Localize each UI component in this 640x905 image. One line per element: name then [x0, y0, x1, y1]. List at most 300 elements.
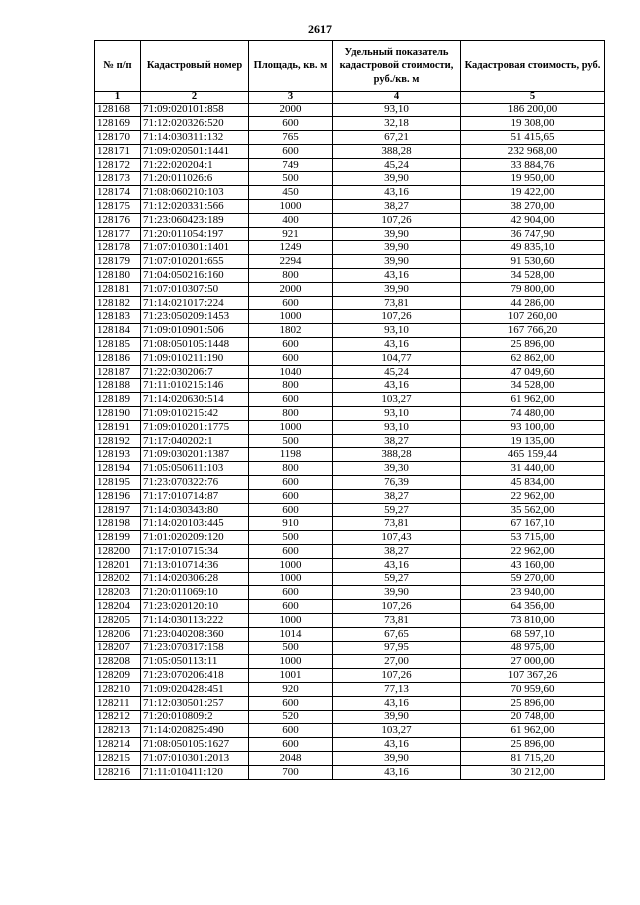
unit-value-cell: 39,90 [333, 172, 461, 186]
row-number-cell: 128195 [95, 476, 141, 490]
row-number-cell: 128206 [95, 627, 141, 641]
row-number-cell: 128177 [95, 227, 141, 241]
unit-value-cell: 73,81 [333, 517, 461, 531]
header-row-number: № п/п [95, 41, 141, 92]
cadastral-number-cell: 71:23:060423:189 [141, 213, 249, 227]
cadastral-value-cell: 93 100,00 [461, 420, 605, 434]
area-cell: 1802 [249, 324, 333, 338]
row-number-cell: 128190 [95, 407, 141, 421]
cadastral-number-cell: 71:07:010201:655 [141, 255, 249, 269]
row-number-cell: 128168 [95, 103, 141, 117]
row-number-cell: 128173 [95, 172, 141, 186]
table-row [95, 558, 605, 572]
cadastral-value-cell: 48 975,00 [461, 641, 605, 655]
row-number-cell: 128200 [95, 545, 141, 559]
cadastral-number-cell: 71:09:010201:1775 [141, 420, 249, 434]
area-cell: 2000 [249, 103, 333, 117]
area-cell: 600 [249, 696, 333, 710]
table-row [95, 669, 605, 683]
cadastral-value-cell: 35 562,00 [461, 503, 605, 517]
row-number-cell: 128172 [95, 158, 141, 172]
area-cell: 600 [249, 724, 333, 738]
cadastral-value-cell: 91 530,60 [461, 255, 605, 269]
table-row [95, 545, 605, 559]
column-number: 1 [95, 92, 141, 104]
cadastral-value-cell: 33 884,76 [461, 158, 605, 172]
unit-value-cell: 38,27 [333, 545, 461, 559]
area-cell: 600 [249, 144, 333, 158]
cadastral-value-cell: 44 286,00 [461, 296, 605, 310]
cadastral-value-cell: 43 160,00 [461, 558, 605, 572]
unit-value-cell: 43,16 [333, 379, 461, 393]
row-number-cell: 128202 [95, 572, 141, 586]
table-row [95, 476, 605, 490]
area-cell: 800 [249, 379, 333, 393]
table-row [95, 751, 605, 765]
cadastral-number-cell: 71:23:050209:1453 [141, 310, 249, 324]
row-number-cell: 128198 [95, 517, 141, 531]
table-row [95, 324, 605, 338]
table-row [95, 282, 605, 296]
table-row [95, 531, 605, 545]
cadastral-number-cell: 71:09:010215:42 [141, 407, 249, 421]
cadastral-number-cell: 71:17:010714:87 [141, 489, 249, 503]
unit-value-cell: 43,16 [333, 738, 461, 752]
unit-value-cell: 38,27 [333, 200, 461, 214]
row-number-cell: 128209 [95, 669, 141, 683]
area-cell: 800 [249, 269, 333, 283]
cadastral-value-cell: 34 528,00 [461, 379, 605, 393]
unit-value-cell: 39,90 [333, 282, 461, 296]
area-cell: 450 [249, 186, 333, 200]
cadastral-value-cell: 45 834,00 [461, 476, 605, 490]
cadastral-number-cell: 71:14:020306:28 [141, 572, 249, 586]
cadastral-number-cell: 71:22:020204:1 [141, 158, 249, 172]
table-row [95, 365, 605, 379]
area-cell: 2000 [249, 282, 333, 296]
cadastral-value-cell: 62 862,00 [461, 351, 605, 365]
cadastral-number-cell: 71:14:020103:445 [141, 517, 249, 531]
area-cell: 1000 [249, 655, 333, 669]
cadastral-number-cell: 71:14:020630:514 [141, 393, 249, 407]
cadastral-number-cell: 71:14:030343:80 [141, 503, 249, 517]
unit-value-cell: 107,26 [333, 310, 461, 324]
table-row [95, 503, 605, 517]
cadastral-number-cell: 71:11:010215:146 [141, 379, 249, 393]
area-cell: 2048 [249, 751, 333, 765]
unit-value-cell: 38,27 [333, 434, 461, 448]
area-cell: 600 [249, 476, 333, 490]
area-cell: 765 [249, 131, 333, 145]
unit-value-cell: 32,18 [333, 117, 461, 131]
cadastral-value-cell: 47 049,60 [461, 365, 605, 379]
table-row [95, 227, 605, 241]
row-number-cell: 128176 [95, 213, 141, 227]
cadastral-value-cell: 73 810,00 [461, 613, 605, 627]
cadastral-value-cell: 20 748,00 [461, 710, 605, 724]
unit-value-cell: 38,27 [333, 489, 461, 503]
area-cell: 2294 [249, 255, 333, 269]
cadastral-value-cell: 68 597,10 [461, 627, 605, 641]
table-row [95, 696, 605, 710]
cadastral-number-cell: 71:08:050105:1448 [141, 338, 249, 352]
table-row [95, 627, 605, 641]
column-number: 4 [333, 92, 461, 104]
table-row [95, 586, 605, 600]
column-number: 5 [461, 92, 605, 104]
table-row [95, 172, 605, 186]
table-row [95, 462, 605, 476]
unit-value-cell: 73,81 [333, 296, 461, 310]
header-cadastral-value: Кадастровая стоимость, руб. [461, 41, 605, 92]
area-cell: 1000 [249, 200, 333, 214]
area-cell: 500 [249, 434, 333, 448]
table-row [95, 186, 605, 200]
unit-value-cell: 43,16 [333, 186, 461, 200]
row-number-cell: 128214 [95, 738, 141, 752]
unit-value-cell: 39,90 [333, 710, 461, 724]
cadastral-number-cell: 71:23:040208:360 [141, 627, 249, 641]
area-cell: 500 [249, 531, 333, 545]
area-cell: 749 [249, 158, 333, 172]
row-number-cell: 128174 [95, 186, 141, 200]
row-number-cell: 128178 [95, 241, 141, 255]
table-row [95, 131, 605, 145]
cadastral-value-cell: 25 896,00 [461, 738, 605, 752]
area-cell: 600 [249, 503, 333, 517]
row-number-cell: 128188 [95, 379, 141, 393]
row-number-cell: 128208 [95, 655, 141, 669]
area-cell: 1000 [249, 613, 333, 627]
unit-value-cell: 97,95 [333, 641, 461, 655]
table-row [95, 572, 605, 586]
table-row [95, 407, 605, 421]
cadastral-value-cell: 34 528,00 [461, 269, 605, 283]
unit-value-cell: 107,26 [333, 669, 461, 683]
unit-value-cell: 59,27 [333, 572, 461, 586]
area-cell: 800 [249, 407, 333, 421]
row-number-cell: 128215 [95, 751, 141, 765]
cadastral-number-cell: 71:09:020101:858 [141, 103, 249, 117]
table-row [95, 682, 605, 696]
unit-value-cell: 73,81 [333, 613, 461, 627]
cadastral-value-cell: 61 962,00 [461, 724, 605, 738]
cadastral-number-cell: 71:08:050105:1627 [141, 738, 249, 752]
cadastral-value-cell: 42 904,00 [461, 213, 605, 227]
table-row [95, 158, 605, 172]
cadastral-value-cell: 465 159,44 [461, 448, 605, 462]
cadastral-value-cell: 67 167,10 [461, 517, 605, 531]
unit-value-cell: 39,90 [333, 227, 461, 241]
area-cell: 520 [249, 710, 333, 724]
area-cell: 1249 [249, 241, 333, 255]
row-number-cell: 128201 [95, 558, 141, 572]
area-cell: 1000 [249, 310, 333, 324]
unit-value-cell: 39,90 [333, 241, 461, 255]
table-row [95, 144, 605, 158]
table-row [95, 641, 605, 655]
cadastral-number-cell: 71:09:020501:1441 [141, 144, 249, 158]
unit-value-cell: 93,10 [333, 103, 461, 117]
area-cell: 1000 [249, 572, 333, 586]
header-area: Площадь, кв. м [249, 41, 333, 92]
row-number-cell: 128183 [95, 310, 141, 324]
cadastral-number-cell: 71:20:011026:6 [141, 172, 249, 186]
cadastral-number-cell: 71:09:030201:1387 [141, 448, 249, 462]
cadastral-number-cell: 71:05:050113:11 [141, 655, 249, 669]
area-cell: 800 [249, 462, 333, 476]
row-number-cell: 128192 [95, 434, 141, 448]
cadastral-value-cell: 64 356,00 [461, 600, 605, 614]
cadastral-value-cell: 25 896,00 [461, 696, 605, 710]
cadastral-value-cell: 22 962,00 [461, 545, 605, 559]
cadastral-value-cell: 31 440,00 [461, 462, 605, 476]
cadastral-number-cell: 71:22:030206:7 [141, 365, 249, 379]
cadastral-number-cell: 71:23:070322:76 [141, 476, 249, 490]
table-row [95, 255, 605, 269]
row-number-cell: 128191 [95, 420, 141, 434]
table-row [95, 117, 605, 131]
table-row [95, 724, 605, 738]
table-row [95, 738, 605, 752]
unit-value-cell: 27,00 [333, 655, 461, 669]
cadastral-number-cell: 71:14:030113:222 [141, 613, 249, 627]
table-row [95, 434, 605, 448]
unit-value-cell: 39,90 [333, 586, 461, 600]
row-number-cell: 128175 [95, 200, 141, 214]
table-row [95, 393, 605, 407]
area-cell: 600 [249, 738, 333, 752]
area-cell: 1000 [249, 558, 333, 572]
row-number-cell: 128169 [95, 117, 141, 131]
area-cell: 600 [249, 600, 333, 614]
cadastral-number-cell: 71:14:020825:490 [141, 724, 249, 738]
cadastral-number-cell: 71:04:050216:160 [141, 269, 249, 283]
area-cell: 600 [249, 351, 333, 365]
row-number-cell: 128216 [95, 765, 141, 779]
cadastral-number-cell: 71:23:070206:418 [141, 669, 249, 683]
cadastral-number-cell: 71:09:010211:190 [141, 351, 249, 365]
area-cell: 600 [249, 338, 333, 352]
unit-value-cell: 67,65 [333, 627, 461, 641]
area-cell: 600 [249, 586, 333, 600]
row-number-cell: 128197 [95, 503, 141, 517]
cadastral-value-cell: 36 747,90 [461, 227, 605, 241]
table-row [95, 765, 605, 779]
unit-value-cell: 76,39 [333, 476, 461, 490]
cadastral-number-cell: 71:01:020209:120 [141, 531, 249, 545]
row-number-cell: 128205 [95, 613, 141, 627]
cadastral-number-cell: 71:13:010714:36 [141, 558, 249, 572]
row-number-cell: 128182 [95, 296, 141, 310]
unit-value-cell: 104,77 [333, 351, 461, 365]
area-cell: 400 [249, 213, 333, 227]
cadastral-value-cell: 186 200,00 [461, 103, 605, 117]
cadastral-number-cell: 71:20:011054:197 [141, 227, 249, 241]
row-number-cell: 128180 [95, 269, 141, 283]
unit-value-cell: 43,16 [333, 765, 461, 779]
table-row [95, 420, 605, 434]
row-number-cell: 128186 [95, 351, 141, 365]
cadastral-number-cell: 71:07:010301:1401 [141, 241, 249, 255]
cadastral-number-cell: 71:07:010307:50 [141, 282, 249, 296]
row-number-cell: 128210 [95, 682, 141, 696]
table-row [95, 489, 605, 503]
table-row [95, 448, 605, 462]
row-number-cell: 128199 [95, 531, 141, 545]
cadastral-number-cell: 71:07:010301:2013 [141, 751, 249, 765]
cadastral-number-cell: 71:14:021017:224 [141, 296, 249, 310]
cadastral-value-cell: 27 000,00 [461, 655, 605, 669]
table-row [95, 310, 605, 324]
cadastral-value-cell: 30 212,00 [461, 765, 605, 779]
row-number-cell: 128170 [95, 131, 141, 145]
cadastral-number-cell: 71:09:020428:451 [141, 682, 249, 696]
page-number: 2617 [308, 22, 332, 36]
table-row [95, 613, 605, 627]
unit-value-cell: 107,26 [333, 213, 461, 227]
cadastral-value-cell: 19 950,00 [461, 172, 605, 186]
column-number: 2 [141, 92, 249, 104]
area-cell: 1014 [249, 627, 333, 641]
unit-value-cell: 388,28 [333, 144, 461, 158]
unit-value-cell: 59,27 [333, 503, 461, 517]
cadastral-value-cell: 107 260,00 [461, 310, 605, 324]
unit-value-cell: 43,16 [333, 696, 461, 710]
table-row [95, 351, 605, 365]
table-column-numbers-row [95, 92, 605, 104]
cadastral-number-cell: 71:17:010715:34 [141, 545, 249, 559]
cadastral-value-cell: 22 962,00 [461, 489, 605, 503]
cadastral-number-cell: 71:17:040202:1 [141, 434, 249, 448]
unit-value-cell: 103,27 [333, 724, 461, 738]
row-number-cell: 128181 [95, 282, 141, 296]
header-cadastral-number: Кадастровый номер [141, 41, 249, 92]
cadastral-number-cell: 71:08:060210:103 [141, 186, 249, 200]
row-number-cell: 128196 [95, 489, 141, 503]
unit-value-cell: 43,16 [333, 269, 461, 283]
area-cell: 920 [249, 682, 333, 696]
row-number-cell: 128187 [95, 365, 141, 379]
unit-value-cell: 93,10 [333, 407, 461, 421]
area-cell: 1198 [249, 448, 333, 462]
header-unit-value: Удельный показатель кадастровой стоимости, руб./кв. м [333, 41, 461, 92]
cadastral-value-cell: 70 959,60 [461, 682, 605, 696]
cadastral-value-table [94, 40, 605, 780]
area-cell: 921 [249, 227, 333, 241]
unit-value-cell: 77,13 [333, 682, 461, 696]
cadastral-value-cell: 25 896,00 [461, 338, 605, 352]
unit-value-cell: 107,26 [333, 600, 461, 614]
cadastral-value-cell: 232 968,00 [461, 144, 605, 158]
unit-value-cell: 43,16 [333, 338, 461, 352]
cadastral-number-cell: 71:11:010411:120 [141, 765, 249, 779]
area-cell: 600 [249, 489, 333, 503]
row-number-cell: 128204 [95, 600, 141, 614]
table-row [95, 241, 605, 255]
area-cell: 910 [249, 517, 333, 531]
cadastral-value-cell: 51 415,65 [461, 131, 605, 145]
area-cell: 1040 [249, 365, 333, 379]
cadastral-value-cell: 81 715,20 [461, 751, 605, 765]
table-row [95, 338, 605, 352]
area-cell: 700 [249, 765, 333, 779]
unit-value-cell: 388,28 [333, 448, 461, 462]
row-number-cell: 128203 [95, 586, 141, 600]
table-row [95, 600, 605, 614]
cadastral-number-cell: 71:20:011069:10 [141, 586, 249, 600]
row-number-cell: 128213 [95, 724, 141, 738]
unit-value-cell: 45,24 [333, 365, 461, 379]
column-number: 3 [249, 92, 333, 104]
cadastral-value-cell: 49 835,10 [461, 241, 605, 255]
cadastral-number-cell: 71:05:050611:103 [141, 462, 249, 476]
cadastral-value-cell: 107 367,26 [461, 669, 605, 683]
table-header-row [95, 41, 605, 92]
table-row [95, 517, 605, 531]
cadastral-value-cell: 19 308,00 [461, 117, 605, 131]
cadastral-number-cell: 71:09:010901:506 [141, 324, 249, 338]
area-cell: 500 [249, 641, 333, 655]
row-number-cell: 128184 [95, 324, 141, 338]
cadastral-value-cell: 19 422,00 [461, 186, 605, 200]
table-row [95, 269, 605, 283]
row-number-cell: 128211 [95, 696, 141, 710]
cadastral-number-cell: 71:12:030501:257 [141, 696, 249, 710]
cadastral-value-cell: 74 480,00 [461, 407, 605, 421]
table-row [95, 103, 605, 117]
row-number-cell: 128212 [95, 710, 141, 724]
row-number-cell: 128193 [95, 448, 141, 462]
cadastral-value-cell: 59 270,00 [461, 572, 605, 586]
table-row [95, 655, 605, 669]
unit-value-cell: 43,16 [333, 558, 461, 572]
unit-value-cell: 67,21 [333, 131, 461, 145]
cadastral-value-cell: 53 715,00 [461, 531, 605, 545]
cadastral-value-cell: 61 962,00 [461, 393, 605, 407]
table-body [95, 103, 605, 779]
cadastral-number-cell: 71:23:070317:158 [141, 641, 249, 655]
cadastral-value-cell: 167 766,20 [461, 324, 605, 338]
area-cell: 600 [249, 545, 333, 559]
row-number-cell: 128185 [95, 338, 141, 352]
row-number-cell: 128207 [95, 641, 141, 655]
row-number-cell: 128179 [95, 255, 141, 269]
unit-value-cell: 107,43 [333, 531, 461, 545]
cadastral-value-cell: 79 800,00 [461, 282, 605, 296]
table-row [95, 296, 605, 310]
table-row [95, 200, 605, 214]
unit-value-cell: 39,30 [333, 462, 461, 476]
row-number-cell: 128194 [95, 462, 141, 476]
unit-value-cell: 93,10 [333, 420, 461, 434]
unit-value-cell: 39,90 [333, 751, 461, 765]
table-row [95, 213, 605, 227]
unit-value-cell: 39,90 [333, 255, 461, 269]
area-cell: 600 [249, 117, 333, 131]
row-number-cell: 128189 [95, 393, 141, 407]
cadastral-number-cell: 71:20:010809:2 [141, 710, 249, 724]
cadastral-value-cell: 38 270,00 [461, 200, 605, 214]
cadastral-number-cell: 71:12:020331:566 [141, 200, 249, 214]
cadastral-value-cell: 23 940,00 [461, 586, 605, 600]
unit-value-cell: 45,24 [333, 158, 461, 172]
area-cell: 1001 [249, 669, 333, 683]
table-row [95, 710, 605, 724]
unit-value-cell: 93,10 [333, 324, 461, 338]
cadastral-number-cell: 71:23:020120:10 [141, 600, 249, 614]
area-cell: 500 [249, 172, 333, 186]
